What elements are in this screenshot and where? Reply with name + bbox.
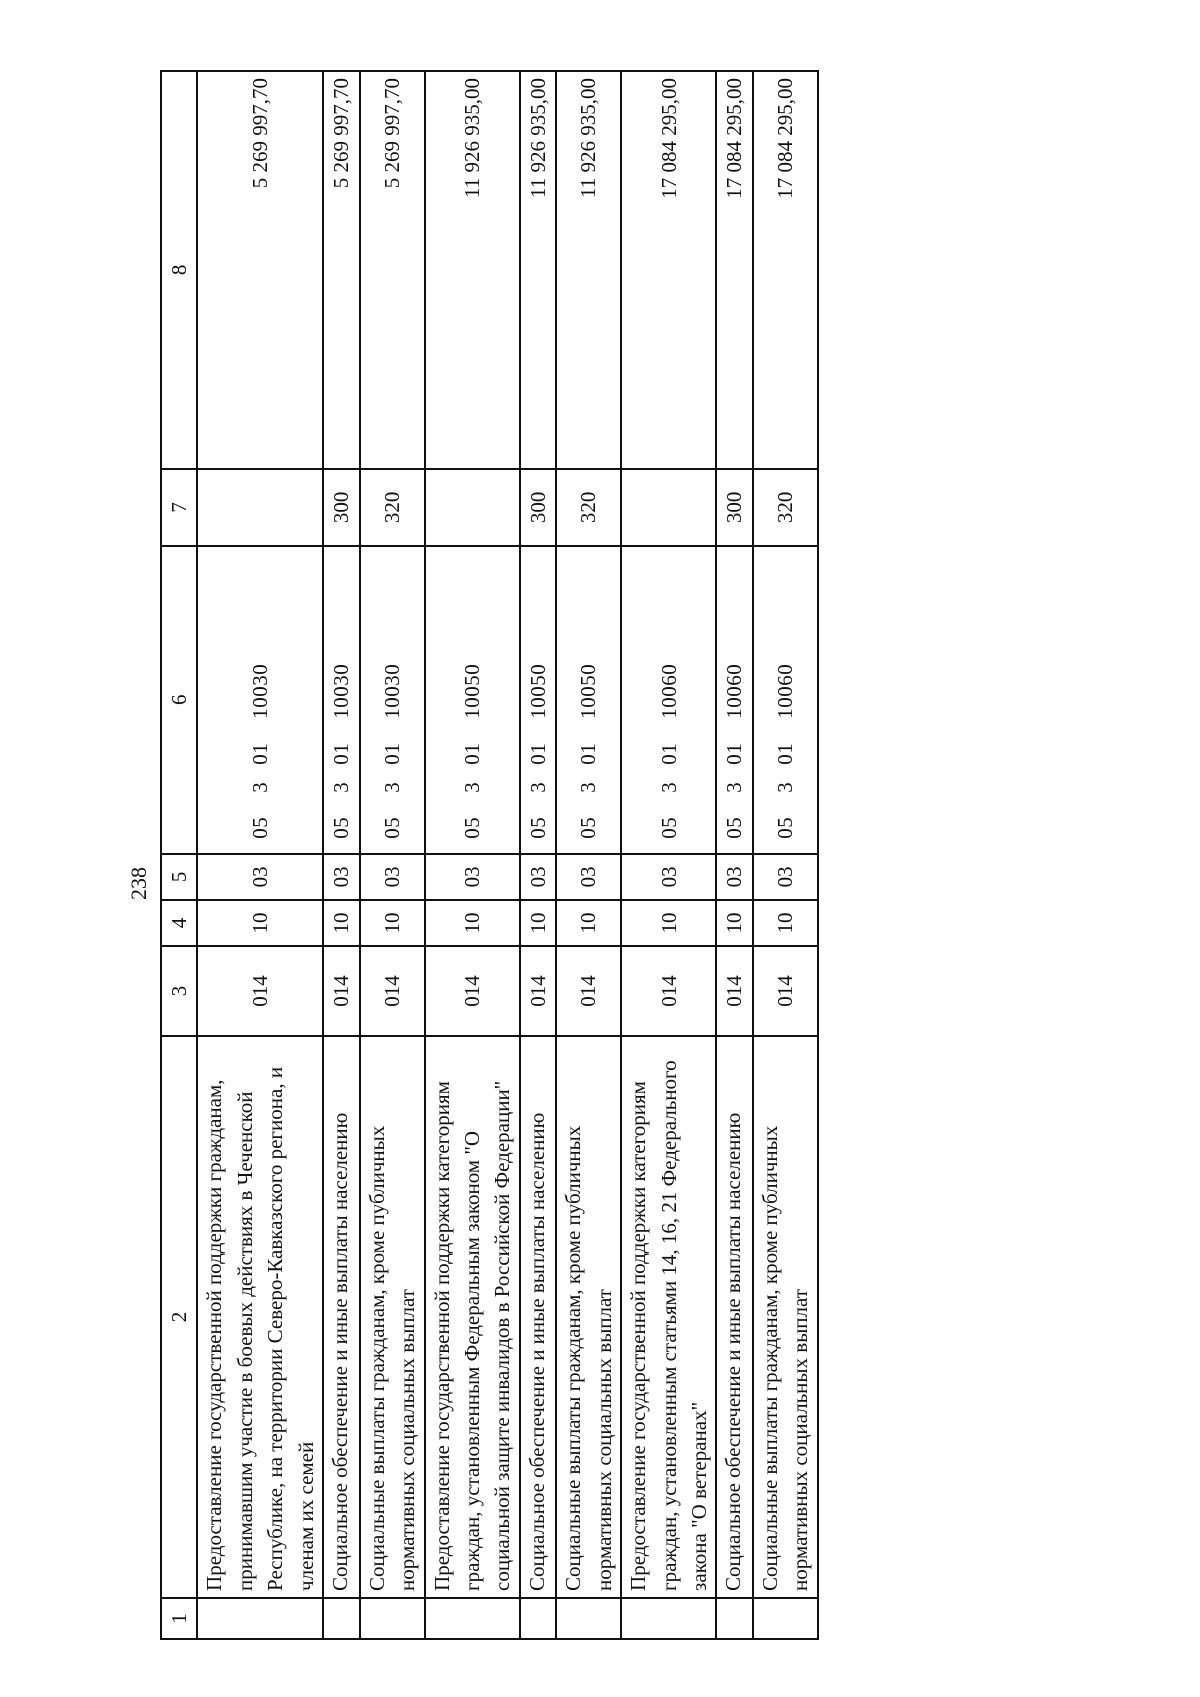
target-article-part-1: 05	[459, 816, 484, 839]
section-cell: 10	[621, 900, 716, 946]
target-article-part-3: 01	[722, 742, 747, 765]
description-cell: Социальные выплаты гражданам, кроме публичных нормативных социальных выплат	[360, 1036, 425, 1598]
row-number-cell	[360, 1598, 425, 1639]
amount-cell: 5 269 997,70	[360, 71, 425, 469]
target-article-part-2: 3	[525, 781, 550, 793]
target-article-part-3: 01	[459, 742, 484, 765]
budget-table	[160, 70, 819, 1640]
target-article-part-1: 05	[525, 816, 550, 839]
header-col-8: 8	[161, 71, 197, 469]
target-article-part-4: 10050	[459, 663, 484, 719]
target-article-part-1: 05	[576, 816, 601, 839]
row-number-cell	[323, 1598, 359, 1639]
table-row	[753, 71, 818, 1639]
table-row	[621, 71, 716, 1639]
target-article-part-2: 3	[656, 781, 681, 793]
target-article-part-2: 3	[459, 781, 484, 793]
target-article-part-2: 3	[773, 781, 798, 793]
target-article-cell	[753, 546, 818, 854]
target-article-part-2: 3	[576, 781, 601, 793]
ministry-code-cell: 014	[556, 946, 621, 1036]
description-cell: Предоставление государственной поддержки категориям граждан, установленным статьями 14, 16, 21 Федерального закона "О ветеранах"	[621, 1036, 716, 1598]
header-col-4: 4	[161, 900, 197, 946]
amount-cell: 11 926 935,00	[556, 71, 621, 469]
section-cell: 10	[360, 900, 425, 946]
subsection-cell: 03	[716, 854, 752, 900]
amount-cell: 5 269 997,70	[197, 71, 323, 469]
target-article-part-4: 10060	[722, 663, 747, 719]
description-cell: Социальное обеспечение и иные выплаты населению	[323, 1036, 359, 1598]
subsection-cell: 03	[323, 854, 359, 900]
table-row	[323, 71, 359, 1639]
target-article-cell	[425, 546, 520, 854]
section-cell: 10	[556, 900, 621, 946]
header-col-2: 2	[161, 1036, 197, 1598]
description-cell: Социальное обеспечение и иные выплаты населению	[716, 1036, 752, 1598]
target-article-part-3: 01	[576, 742, 601, 765]
expense-type-cell	[197, 469, 323, 546]
ministry-code-cell: 014	[716, 946, 752, 1036]
amount-cell: 5 269 997,70	[323, 71, 359, 469]
target-article-part-2: 3	[329, 781, 354, 793]
target-article-part-3: 01	[248, 742, 273, 765]
header-col-1: 1	[161, 1598, 197, 1639]
section-cell: 10	[520, 900, 556, 946]
expense-type-cell: 320	[753, 469, 818, 546]
table-body	[197, 71, 817, 1639]
target-article-cell	[716, 546, 752, 854]
section-cell: 10	[323, 900, 359, 946]
subsection-cell: 03	[556, 854, 621, 900]
expense-type-cell: 300	[716, 469, 752, 546]
row-number-cell	[753, 1598, 818, 1639]
target-article-part-1: 05	[656, 816, 681, 839]
row-number-cell	[425, 1598, 520, 1639]
section-cell: 10	[425, 900, 520, 946]
ministry-code-cell: 014	[425, 946, 520, 1036]
header-col-3: 3	[161, 946, 197, 1036]
target-article-cell	[197, 546, 323, 854]
row-number-cell	[621, 1598, 716, 1639]
row-number-cell	[520, 1598, 556, 1639]
table-row	[425, 71, 520, 1639]
section-cell: 10	[197, 900, 323, 946]
target-article-cell	[556, 546, 621, 854]
target-article-cell	[621, 546, 716, 854]
expense-type-cell: 300	[323, 469, 359, 546]
description-cell: Социальные выплаты гражданам, кроме публичных нормативных социальных выплат	[753, 1036, 818, 1598]
ministry-code-cell: 014	[753, 946, 818, 1036]
header-col-6: 6	[161, 546, 197, 854]
expense-type-cell: 320	[556, 469, 621, 546]
amount-cell: 11 926 935,00	[425, 71, 520, 469]
target-article-part-3: 01	[656, 742, 681, 765]
target-article-part-1: 05	[773, 816, 798, 839]
target-article-part-3: 01	[525, 742, 550, 765]
target-article-part-3: 01	[773, 742, 798, 765]
table-header-row	[161, 71, 197, 1639]
ministry-code-cell: 014	[520, 946, 556, 1036]
target-article-part-4: 10050	[576, 663, 601, 719]
target-article-part-4: 10060	[656, 663, 681, 719]
row-number-cell	[716, 1598, 752, 1639]
target-article-part-3: 01	[329, 742, 354, 765]
ministry-code-cell: 014	[323, 946, 359, 1036]
target-article-cell	[360, 546, 425, 854]
page-number: 238	[126, 867, 151, 900]
description-cell: Социальные выплаты гражданам, кроме публичных нормативных социальных выплат	[556, 1036, 621, 1598]
row-number-cell	[197, 1598, 323, 1639]
description-cell: Предоставление государственной поддержки гражданам, принимавшим участие в боевых действиях в Чеченской Республике, на территории Северо-Кавказского региона, и членам их семей	[197, 1036, 323, 1598]
amount-cell: 11 926 935,00	[520, 71, 556, 469]
expense-type-cell	[621, 469, 716, 546]
subsection-cell: 03	[753, 854, 818, 900]
target-article-cell	[520, 546, 556, 854]
table-row	[556, 71, 621, 1639]
expense-type-cell: 300	[520, 469, 556, 546]
target-article-part-4: 10050	[525, 663, 550, 719]
target-article-part-4: 10030	[329, 663, 354, 719]
ministry-code-cell: 014	[360, 946, 425, 1036]
target-article-part-2: 3	[248, 781, 273, 793]
target-article-part-3: 01	[379, 742, 404, 765]
target-article-part-1: 05	[722, 816, 747, 839]
target-article-cell	[323, 546, 359, 854]
subsection-cell: 03	[197, 854, 323, 900]
description-cell: Предоставление государственной поддержки категориям граждан, установленным Федеральным законом "О социальной защите инвалидов в Российской Федерации"	[425, 1036, 520, 1598]
target-article-part-1: 05	[248, 816, 273, 839]
target-article-part-2: 3	[722, 781, 747, 793]
target-article-part-4: 10060	[773, 663, 798, 719]
target-article-part-1: 05	[379, 816, 404, 839]
table-row	[520, 71, 556, 1639]
row-number-cell	[556, 1598, 621, 1639]
target-article-part-4: 10030	[379, 663, 404, 719]
table-row	[716, 71, 752, 1639]
section-cell: 10	[753, 900, 818, 946]
amount-cell: 17 084 295,00	[753, 71, 818, 469]
target-article-part-1: 05	[329, 816, 354, 839]
expense-type-cell: 320	[360, 469, 425, 546]
ministry-code-cell: 014	[197, 946, 323, 1036]
subsection-cell: 03	[621, 854, 716, 900]
ministry-code-cell: 014	[621, 946, 716, 1036]
table-row	[360, 71, 425, 1639]
rotated-page	[120, 80, 880, 1640]
description-cell: Социальное обеспечение и иные выплаты населению	[520, 1036, 556, 1598]
subsection-cell: 03	[360, 854, 425, 900]
table-row	[197, 71, 323, 1639]
amount-cell: 17 084 295,00	[621, 71, 716, 469]
target-article-part-2: 3	[379, 781, 404, 793]
section-cell: 10	[716, 900, 752, 946]
header-col-7: 7	[161, 469, 197, 546]
amount-cell: 17 084 295,00	[716, 71, 752, 469]
header-col-5: 5	[161, 854, 197, 900]
subsection-cell: 03	[425, 854, 520, 900]
target-article-part-4: 10030	[248, 663, 273, 719]
subsection-cell: 03	[520, 854, 556, 900]
expense-type-cell	[425, 469, 520, 546]
